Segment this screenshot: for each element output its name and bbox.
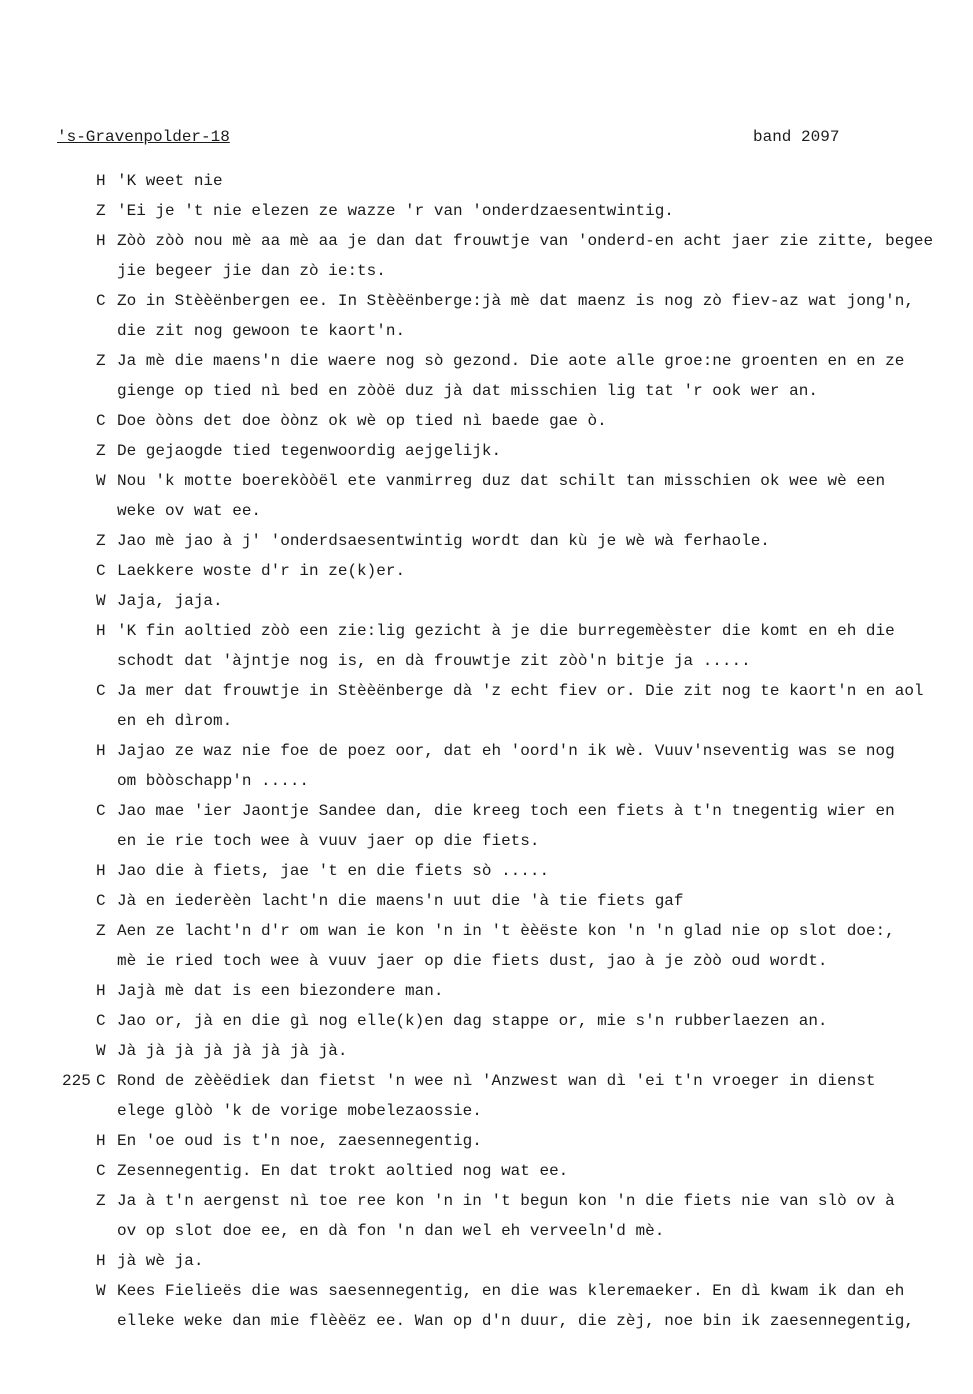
speaker-code: H: [96, 1132, 106, 1150]
speaker-code: W: [96, 1042, 106, 1060]
speaker-code: H: [96, 1252, 106, 1270]
line-number: 225: [62, 1072, 91, 1090]
utterance-line: mè ie ried toch wee à vuuv jaer op die fiets dust, jao à je zòò oud wordt.: [117, 952, 828, 970]
utterance-line: Ja mè die maens'n die waere nog sò gezond. Die aote alle groe:ne groenten en en ze: [117, 352, 905, 370]
utterance-line: Zo in Stèèënbergen ee. In Stèèënberge:jà mè dat maenz is nog zò fiev-az wat jong'n,: [117, 292, 914, 310]
utterance-line: Jao mè jao à j' 'onderdsaesentwintig wordt dan kù je wè wà ferhaole.: [117, 532, 770, 550]
transcript-entry: [0, 1246, 973, 1276]
speaker-code: H: [96, 862, 106, 880]
transcript-entry: [0, 166, 973, 196]
utterance-line: Zesennegentig. En dat trokt aoltied nog wat ee.: [117, 1162, 569, 1180]
utterance-line: Doe òòns det doe òònz ok wè op tied nì baede gae ò.: [117, 412, 607, 430]
utterance-line: Jajao ze waz nie foe de poez oor, dat eh 'oord'n ik wè. Vuuv'nseventig was se nog: [117, 742, 895, 760]
utterance-line: gienge op tied nì bed en zòòë duz jà dat misschien lig tat 'r ook wer an.: [117, 382, 818, 400]
transcript-entry: [0, 1066, 973, 1126]
transcript-entry: [0, 1036, 973, 1066]
utterance-line: Laekkere woste d'r in ze(k)er.: [117, 562, 406, 580]
speaker-code: W: [96, 472, 106, 490]
speaker-code: Z: [96, 442, 106, 460]
speaker-code: H: [96, 232, 106, 250]
transcript-entry: [0, 436, 973, 466]
speaker-code: C: [96, 412, 106, 430]
transcript-entry: [0, 1276, 973, 1336]
transcript-entry: [0, 916, 973, 976]
utterance-line: Jao mae 'ier Jaontje Sandee dan, die kreeg toch een fiets à t'n tnegentig wier en: [117, 802, 895, 820]
transcript-entry: [0, 676, 973, 736]
utterance-line: en eh dìrom.: [117, 712, 233, 730]
transcript-entry: [0, 526, 973, 556]
utterance-line: Zòò zòò nou mè aa mè aa je dan dat frouwtje van 'onderd-en acht jaer zie zitte, begee: [117, 232, 934, 250]
utterance-line: schodt dat 'àjntje nog is, en dà frouwtje zit zòò'n bitje ja .....: [117, 652, 751, 670]
utterance-line: Aen ze lacht'n d'r om wan ie kon 'n in 't èèëste kon 'n 'n glad nie op slot doe:,: [117, 922, 895, 940]
speaker-code: C: [96, 682, 106, 700]
document-title: 's-Gravenpolder-18: [57, 128, 230, 146]
utterance-line: 'K weet nie: [117, 172, 223, 190]
utterance-line: elleke weke dan mie flèèëz ee. Wan op d'n duur, die zèj, noe bin ik zaesennegentig,: [117, 1312, 914, 1330]
transcript-entry: [0, 406, 973, 436]
band-number: band 2097: [753, 128, 840, 146]
utterance-line: weke ov wat ee.: [117, 502, 262, 520]
transcript-entry: [0, 796, 973, 856]
utterance-line: jie begeer jie dan zò ie:ts.: [117, 262, 386, 280]
transcript-entry: [0, 226, 973, 286]
speaker-code: Z: [96, 532, 106, 550]
transcript-entry: [0, 346, 973, 406]
transcript-entry: [0, 736, 973, 796]
speaker-code: W: [96, 1282, 106, 1300]
speaker-code: C: [96, 1072, 106, 1090]
utterance-line: Kees Fielieës die was saesennegentig, en die was kleremaeker. En dì kwam ik dan eh: [117, 1282, 905, 1300]
utterance-line: En 'oe oud is t'n noe, zaesennegentig.: [117, 1132, 482, 1150]
utterance-line: Jà en iederèèn lacht'n die maens'n uut die 'à tie fiets gaf: [117, 892, 684, 910]
speaker-code: Z: [96, 352, 106, 370]
speaker-code: H: [96, 982, 106, 1000]
transcript-entry: [0, 1006, 973, 1036]
speaker-code: Z: [96, 202, 106, 220]
utterance-line: Jaja, jaja.: [117, 592, 223, 610]
utterance-line: ov op slot doe ee, en dà fon 'n dan wel eh verveeln'd mè.: [117, 1222, 665, 1240]
utterance-line: Rond de zèèëdiek dan fietst 'n wee nì 'Anzwest wan dì 'ei t'n vroeger in dienst: [117, 1072, 876, 1090]
speaker-code: C: [96, 562, 106, 580]
speaker-code: C: [96, 1162, 106, 1180]
transcript-body: [0, 166, 973, 1336]
speaker-code: H: [96, 742, 106, 760]
transcript-entry: [0, 1126, 973, 1156]
transcript-entry: [0, 1156, 973, 1186]
speaker-code: H: [96, 172, 106, 190]
transcript-entry: [0, 616, 973, 676]
utterance-line: De gejaogde tied tegenwoordig aejgelijk.: [117, 442, 502, 460]
utterance-line: 'K fin aoltied zòò een zie:lig gezicht à je die burregemèèster die komt en eh die: [117, 622, 895, 640]
speaker-code: C: [96, 892, 106, 910]
transcript-entry: [0, 886, 973, 916]
utterance-line: en ie rie toch wee à vuuv jaer op die fiets.: [117, 832, 540, 850]
speaker-code: Z: [96, 1192, 106, 1210]
speaker-code: Z: [96, 922, 106, 940]
speaker-code: C: [96, 292, 106, 310]
speaker-code: C: [96, 1012, 106, 1030]
utterance-line: om bòòschapp'n .....: [117, 772, 310, 790]
utterance-line: Nou 'k motte boerekòòël ete vanmirreg duz dat schilt tan misschien ok wee wè een: [117, 472, 886, 490]
speaker-code: H: [96, 622, 106, 640]
transcript-entry: [0, 466, 973, 526]
utterance-line: die zit nog gewoon te kaort'n.: [117, 322, 406, 340]
utterance-line: Jajà mè dat is een biezondere man.: [117, 982, 444, 1000]
utterance-line: Jao or, jà en die gì nog elle(k)en dag stappe or, mie s'n rubberlaezen an.: [117, 1012, 828, 1030]
transcript-entry: [0, 286, 973, 346]
transcript-entry: [0, 976, 973, 1006]
transcript-entry: [0, 1186, 973, 1246]
utterance-line: 'Ei je 't nie elezen ze wazze 'r van 'onderdzaesentwintig.: [117, 202, 674, 220]
utterance-line: Jao die à fiets, jae 't en die fiets sò .....: [117, 862, 550, 880]
speaker-code: W: [96, 592, 106, 610]
utterance-line: elege glòò 'k de vorige mobelezaossie.: [117, 1102, 482, 1120]
transcript-entry: [0, 856, 973, 886]
transcript-entry: [0, 586, 973, 616]
transcript-entry: [0, 196, 973, 226]
utterance-line: Ja à t'n aergenst nì toe ree kon 'n in 't begun kon 'n die fiets nie van slò ov à: [117, 1192, 895, 1210]
utterance-line: jà wè ja.: [117, 1252, 204, 1270]
utterance-line: Ja mer dat frouwtje in Stèèënberge dà 'z echt fiev or. Die zit nog te kaort'n en aol: [117, 682, 924, 700]
utterance-line: Jà jà jà jà jà jà jà jà.: [117, 1042, 348, 1060]
speaker-code: C: [96, 802, 106, 820]
transcript-entry: [0, 556, 973, 586]
